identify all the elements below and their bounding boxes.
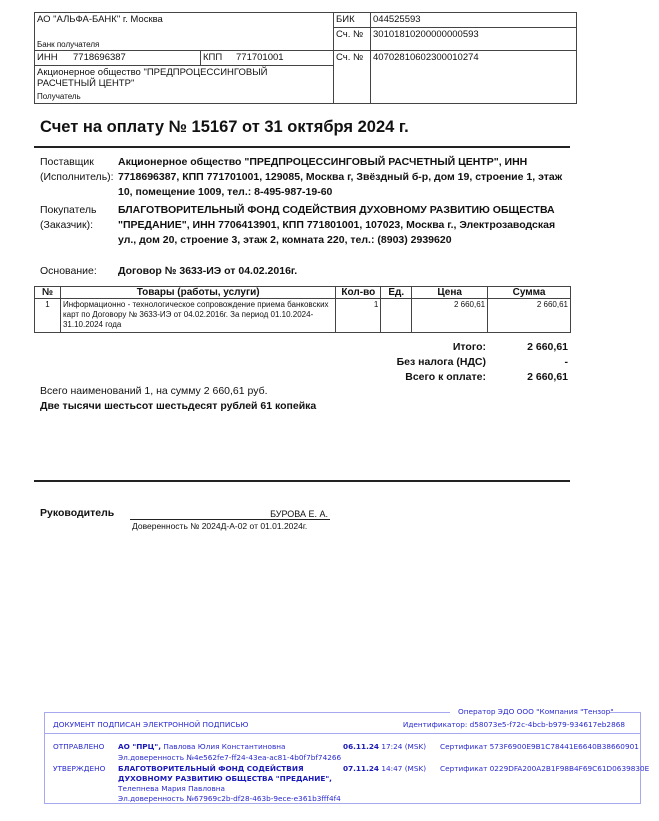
supplier-label: Поставщик (Исполнитель): <box>40 156 114 183</box>
sent-time: 17:24 (MSK) <box>381 742 427 751</box>
table-header <box>35 287 571 299</box>
supplier-details: Акционерное общество "ПРЕДПРОЦЕССИНГОВЫЙ РАСЧЕТНЫЙ ЦЕНТР", ИНН 7718696387, КПП 771701001, 129085, Москва г, Звёздный б-р, дом 19, строение 1, этаж 10, помещение 1009, тел.: 8-495-987-19-60 <box>118 156 563 198</box>
inn-value: 7718696387 <box>73 52 126 63</box>
edo-operator: Оператор ЭДО ООО "Компания "Тензор" <box>458 707 614 716</box>
status-approved: УТВЕРЖДЕНО <box>53 764 106 773</box>
bank-caption: Банк получателя <box>37 40 100 49</box>
invoice-title: Счет на оплату № 15167 от 31 октября 2024 г. <box>40 118 409 136</box>
cell-price: 2 660,61 <box>412 299 488 333</box>
bik-value: 044525593 <box>373 14 421 25</box>
col-sum: Сумма <box>488 287 571 299</box>
buyer-label: Покупатель (Заказчик): <box>40 204 97 231</box>
signature-line <box>130 519 330 520</box>
corr-label: Сч. № <box>336 29 364 40</box>
recipient-caption: Получатель <box>37 92 81 101</box>
cell-num: 1 <box>35 299 61 333</box>
sender-poa: Эл.доверенность №4e562fe7-ff24-43ea-ac81-4b0f7bf74266 <box>118 753 342 762</box>
vat-label: Без налога (НДС) <box>396 356 486 368</box>
signer-name: БУРОВА Е. А. <box>270 509 328 519</box>
kpp-label: КПП <box>203 52 223 63</box>
total-label: Итого: <box>452 341 486 353</box>
stamp-top-line <box>44 712 450 713</box>
edo-identifier: Идентификатор: d58073e5-f72c-4bcb-b979-934617eb2868 <box>402 720 625 729</box>
stamp-header-divider <box>44 733 641 734</box>
sent-date: 06.11.24 <box>343 742 380 751</box>
table-row <box>35 299 571 333</box>
cell-unit <box>381 299 412 333</box>
vat-value: - <box>564 356 568 368</box>
power-of-attorney: Доверенность № 2024Д-А-02 от 01.01.2024г. <box>132 521 308 531</box>
sender-certificate: Сертификат 573F6900E9B1C78441E6640B38660901 <box>440 742 639 751</box>
account-value: 40702810602300010274 <box>373 52 479 63</box>
corr-account: 30101810200000000593 <box>373 29 479 40</box>
sender-person: Павлова Юлия Константиновна <box>163 742 286 751</box>
basis-value: Договор № 3633-ИЭ от 04.02.2016г. <box>118 265 298 277</box>
amount-in-words: Две тысячи шестьсот шестьдесят рублей 61 копейка <box>40 400 317 412</box>
buyer-details: БЛАГОТВОРИТЕЛЬНЫЙ ФОНД СОДЕЙСТВИЯ ДУХОВНОМУ РАЗВИТИЮ ОБЩЕСТВА "ПРЕДАНИЕ", ИНН 7706413901, КПП 771801001, 107023, Москва г., Электрозаводская ул., дом 20, строение 3, этаж 2, комната 220, тел.: (8903) 2939620 <box>118 204 556 246</box>
approver-poa: Эл.доверенность №67969c2b-df28-463b-9ece-e361b3fff4f4 <box>118 794 341 803</box>
items-count-line: Всего наименований 1, на сумму 2 660,61 руб. <box>40 385 268 397</box>
status-sent: ОТПРАВЛЕНО <box>53 742 105 751</box>
col-price: Цена <box>412 287 488 299</box>
cell-qty: 1 <box>336 299 381 333</box>
bank-name: АО "АЛЬФА-БАНК" г. Москва <box>37 14 163 25</box>
recipient-name: Акционерное общество "ПРЕДПРОЦЕССИНГОВЫЙ РАСЧЕТНЫЙ ЦЕНТР" <box>37 67 268 89</box>
inn-label: ИНН <box>37 52 58 63</box>
basis-label: Основание: <box>40 265 97 277</box>
col-qty: Кол-во <box>336 287 381 299</box>
divider <box>34 146 570 148</box>
account-label: Сч. № <box>336 52 364 63</box>
due-label: Всего к оплате: <box>405 371 486 383</box>
sender-org: АО "ПРЦ", <box>118 742 161 751</box>
edo-heading: ДОКУМЕНТ ПОДПИСАН ЭЛЕКТРОННОЙ ПОДПИСЬЮ <box>53 720 249 729</box>
approver-org: БЛАГОТВОРИТЕЛЬНЫЙ ФОНД СОДЕЙСТВИЯ ДУХОВНОМУ РАЗВИТИЮ ОБЩЕСТВА "ПРЕДАНИЕ", <box>118 764 332 783</box>
col-goods: Товары (работы, услуги) <box>60 287 335 299</box>
cell-sum: 2 660,61 <box>488 299 571 333</box>
due-value: 2 660,61 <box>527 371 568 383</box>
col-num: № <box>35 287 61 299</box>
bik-label: БИК <box>336 14 355 25</box>
col-unit: Ед. <box>381 287 412 299</box>
cell-name: Информационно - технологическое сопровождение приема банковских карт по Договору № 3633-ИЭ от 04.02.2016г. За период 01.10.2024-31.10.2024 года <box>60 299 335 333</box>
approver-certificate: Сертификат 0229DFA200A2B1F98B4F69C61D0639830E <box>440 764 650 773</box>
kpp-value: 771701001 <box>236 52 284 63</box>
items-table <box>34 286 571 333</box>
stamp-top-line <box>610 712 641 713</box>
divider <box>34 480 570 482</box>
approved-time: 14:47 (MSK) <box>381 764 427 773</box>
approver-person: Телепнева Мария Павловна <box>118 784 226 793</box>
total-value: 2 660,61 <box>527 341 568 353</box>
signature-role: Руководитель <box>40 507 115 519</box>
approved-date: 07.11.24 <box>343 764 380 773</box>
